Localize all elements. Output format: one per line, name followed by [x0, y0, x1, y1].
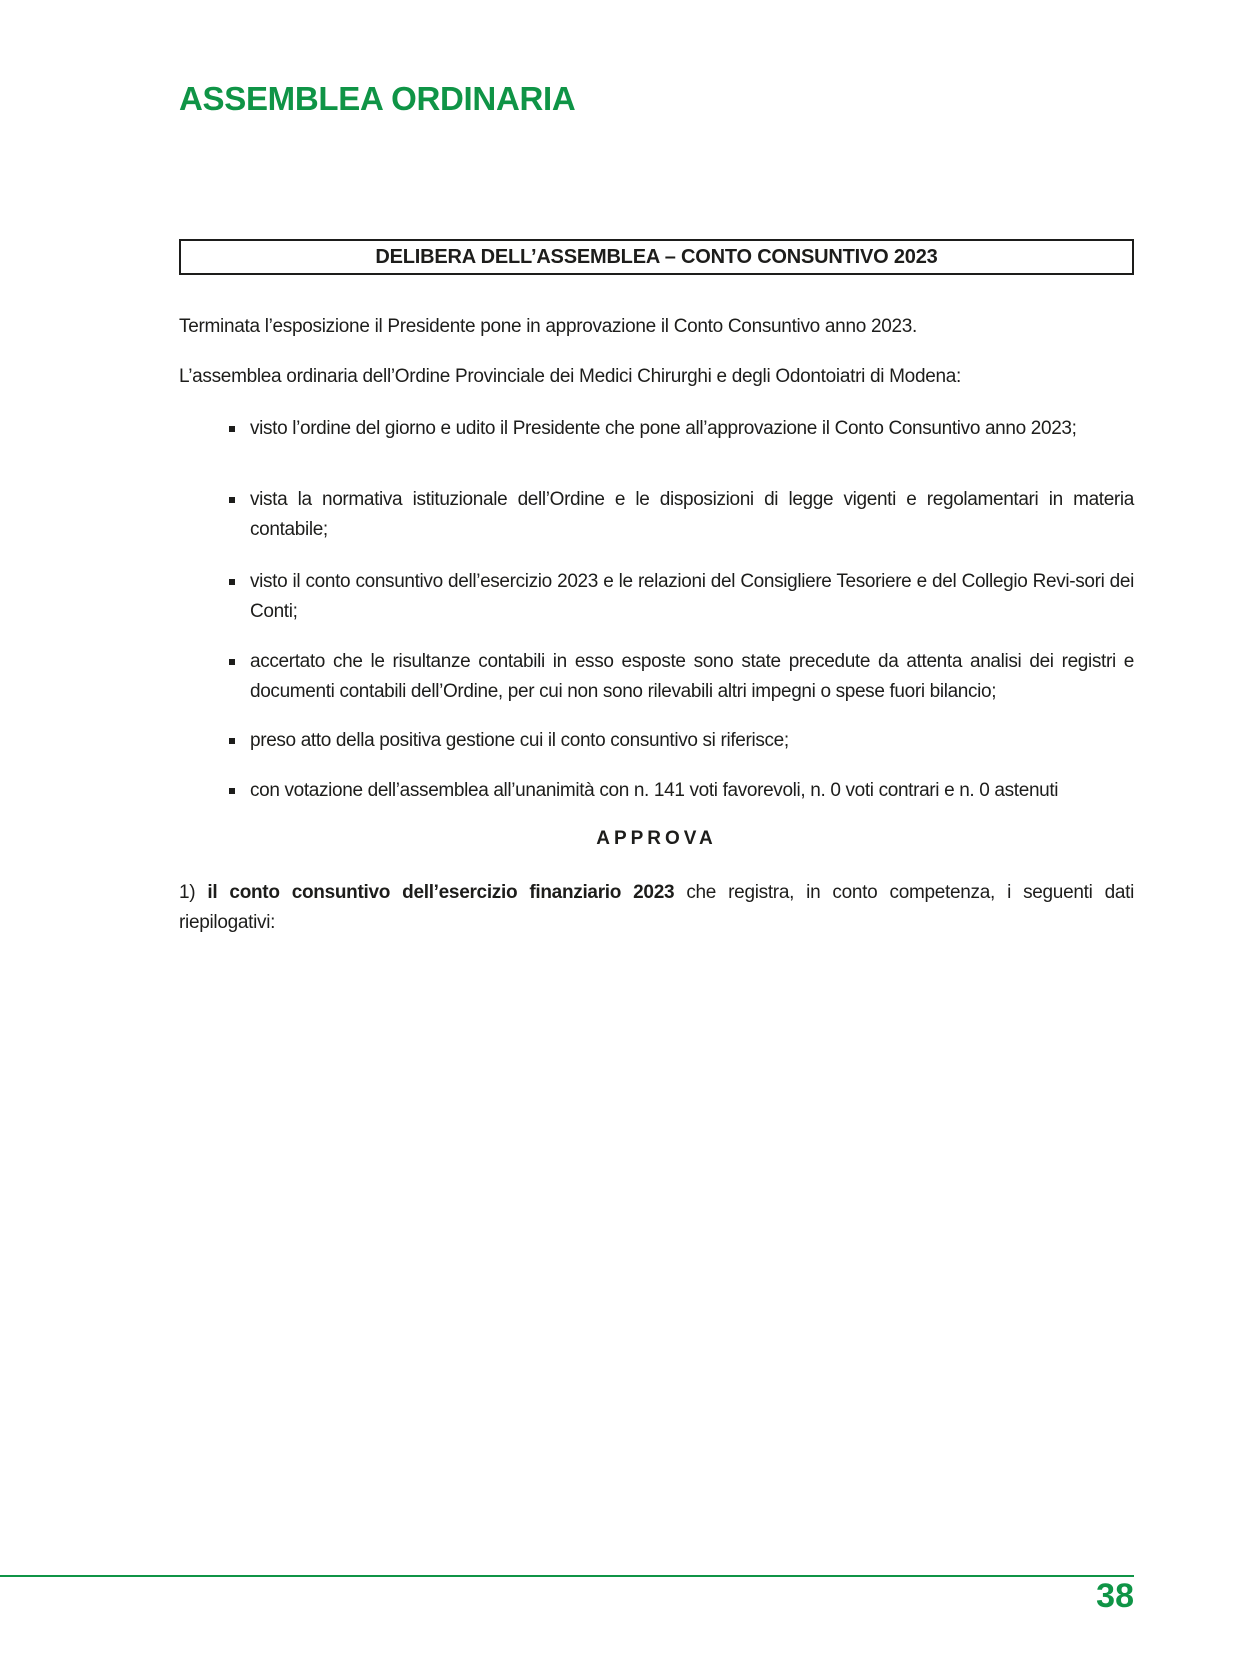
- list-item-text: accertato che le risultanze contabili in esso esposte sono state precedute da attenta analisi dei registri e documenti contabili dell’Ordine, per cui non sono rilevabili altri impegni o spese fuori bilancio;: [250, 651, 1134, 702]
- square-bullet-icon: [229, 738, 235, 744]
- list-item-text: con votazione dell’assemblea all’unanimità con n. 141 voti favorevoli, n. 0 voti contrari e n. 0 astenuti: [250, 780, 1059, 801]
- item-number: 1): [179, 882, 196, 903]
- square-bullet-icon: [229, 788, 235, 794]
- square-bullet-icon: [229, 659, 235, 665]
- list-item-text: visto l’ordine del giorno e udito il Presidente che pone all’approvazione il Conto Consuntivo anno 2023;: [250, 418, 1077, 439]
- resolution-item-1: [179, 878, 1134, 938]
- item-bold-text: il conto consuntivo dell’esercizio finanziario 2023: [207, 882, 675, 903]
- section-title: ASSEMBLEA ORDINARIA: [179, 80, 576, 117]
- square-bullet-icon: [229, 579, 235, 585]
- square-bullet-icon: [229, 426, 235, 432]
- approva-heading: APPROVA: [596, 828, 717, 849]
- list-item: [250, 776, 1134, 806]
- page-number: 38: [1096, 1577, 1134, 1615]
- intro-paragraph-1: Terminata l’esposizione il Presidente pone in approvazione il Conto Consuntivo anno 2023.: [179, 316, 918, 337]
- footer-divider: [0, 1575, 1134, 1577]
- list-item-text: preso atto della positiva gestione cui il conto consuntivo si riferisce;: [250, 730, 789, 751]
- deliberation-title: DELIBERA DELL’ASSEMBLEA – CONTO CONSUNTIVO 2023: [375, 245, 938, 268]
- item-text: che registra, in conto competenza, i seguenti dati riepilogativi:: [179, 882, 1135, 933]
- list-item: [250, 414, 1134, 444]
- intro-paragraph-2: L’assemblea ordinaria dell’Ordine Provinciale dei Medici Chirurghi e degli Odontoiatri di Modena:: [179, 366, 962, 387]
- list-item: [250, 567, 1134, 627]
- list-item: [250, 647, 1134, 707]
- square-bullet-icon: [229, 497, 235, 503]
- list-item: [250, 485, 1134, 545]
- list-item: [250, 726, 1134, 756]
- deliberation-title-box: [179, 239, 1134, 275]
- list-item-text: vista la normativa istituzionale dell’Ordine e le disposizioni di legge vigenti e regolamentari in materia contabile;: [250, 489, 1134, 540]
- list-item-text: visto il conto consuntivo dell’esercizio 2023 e le relazioni del Consigliere Tesoriere e del Collegio Revi-sori dei Conti;: [250, 571, 1134, 622]
